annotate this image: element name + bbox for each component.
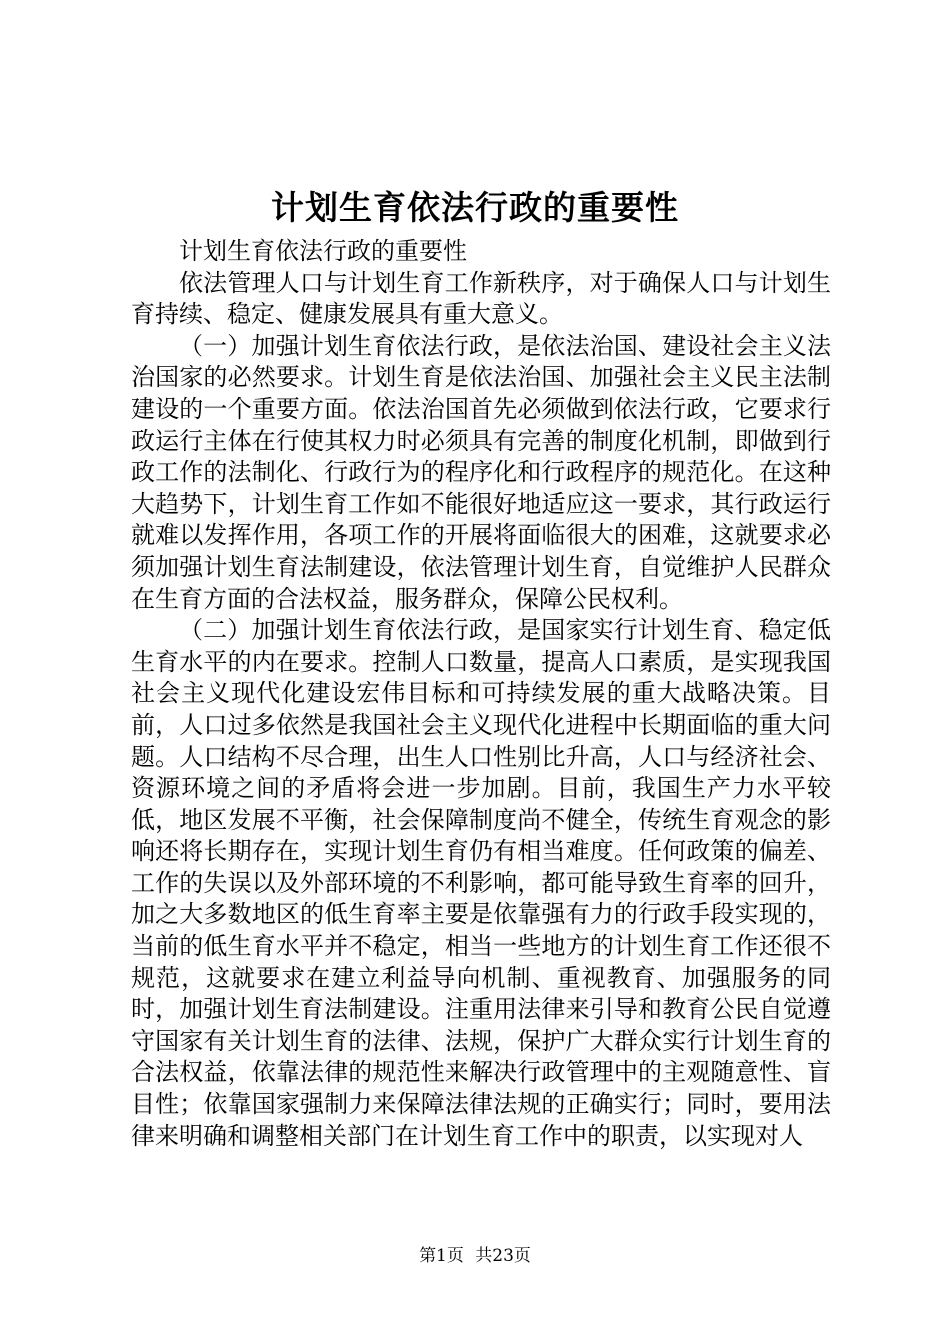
document-title: 计划生育依法行政的重要性 <box>271 188 679 227</box>
page-number: 第1页 <box>419 1246 464 1266</box>
paragraph-section-2: （二）加强计划生育依法行政，是国家实行计划生育、稳定低生育水平的内在要求。控制人口数量，提高人口素质，是实现我国社会主义现代化建设宏伟目标和可持续发展的重大战略决策。目前，人口过多依然是我国社会主义现代化进程中长期面临的重大问题。人口结构不尽合理，出生人口性别比升高，人口与经济社会、资源环境之间的矛盾将会进一步加剧。目前，我国生产力水平较低，地区发展不平衡，社会保障制度尚不健全，传统生育观念的影响还将长期存在，实现计划生育仍有相当难度。任何政策的偏差、工作的失误以及外部环境的不利影响，都可能导致生育率的回升，加之大多数地区的低生育率主要是依靠强有力的行政手段实现的，当前的低生育水平并不稳定，相当一些地方的计划生育工作还很不规范，这就要求在建立利益导向机制、重视教育、加强服务的同时，加强计划生育法制建设。注重用法律来引导和教育公民自觉遵守国家有关计划生育的法律、法规，保护广大群众实行计划生育的合法权益，依靠法律的规范性来解决行政管理中的主观随意性、盲目性；依靠国家强制力来保障法律法规的正确实行；同时，要用法律来明确和调整相关部门在计划生育工作中的职责，以实现对人 <box>131 616 831 1150</box>
page-total: 共23页 <box>475 1246 531 1266</box>
document-body <box>131 236 831 1152</box>
paragraph-intro: 依法管理人口与计划生育工作新秩序，对于确保人口与计划生育持续、稳定、健康发展具有重大意义。 <box>131 268 831 329</box>
page-footer <box>0 1244 950 1268</box>
paragraph-subtitle: 计划生育依法行政的重要性 <box>179 237 467 265</box>
paragraph-section-1: （一）加强计划生育依法行政，是依法治国、建设社会主义法治国家的必然要求。计划生育是依法治国、加强社会主义民主法制建设的一个重要方面。依法治国首先必须做到依法行政，它要求行政运行主体在行使其权力时必须具有完善的制度化机制，即做到行政工作的法制化、行政行为的程序化和行政程序的规范化。在这种大趋势下，计划生育工作如不能很好地适应这一要求，其行政运行就难以发挥作用，各项工作的开展将面临很大的困难，这就要求必须加强计划生育法制建设，依法管理计划生育，自觉维护人民群众在生育方面的合法权益，服务群众，保障公民权利。 <box>131 331 831 613</box>
